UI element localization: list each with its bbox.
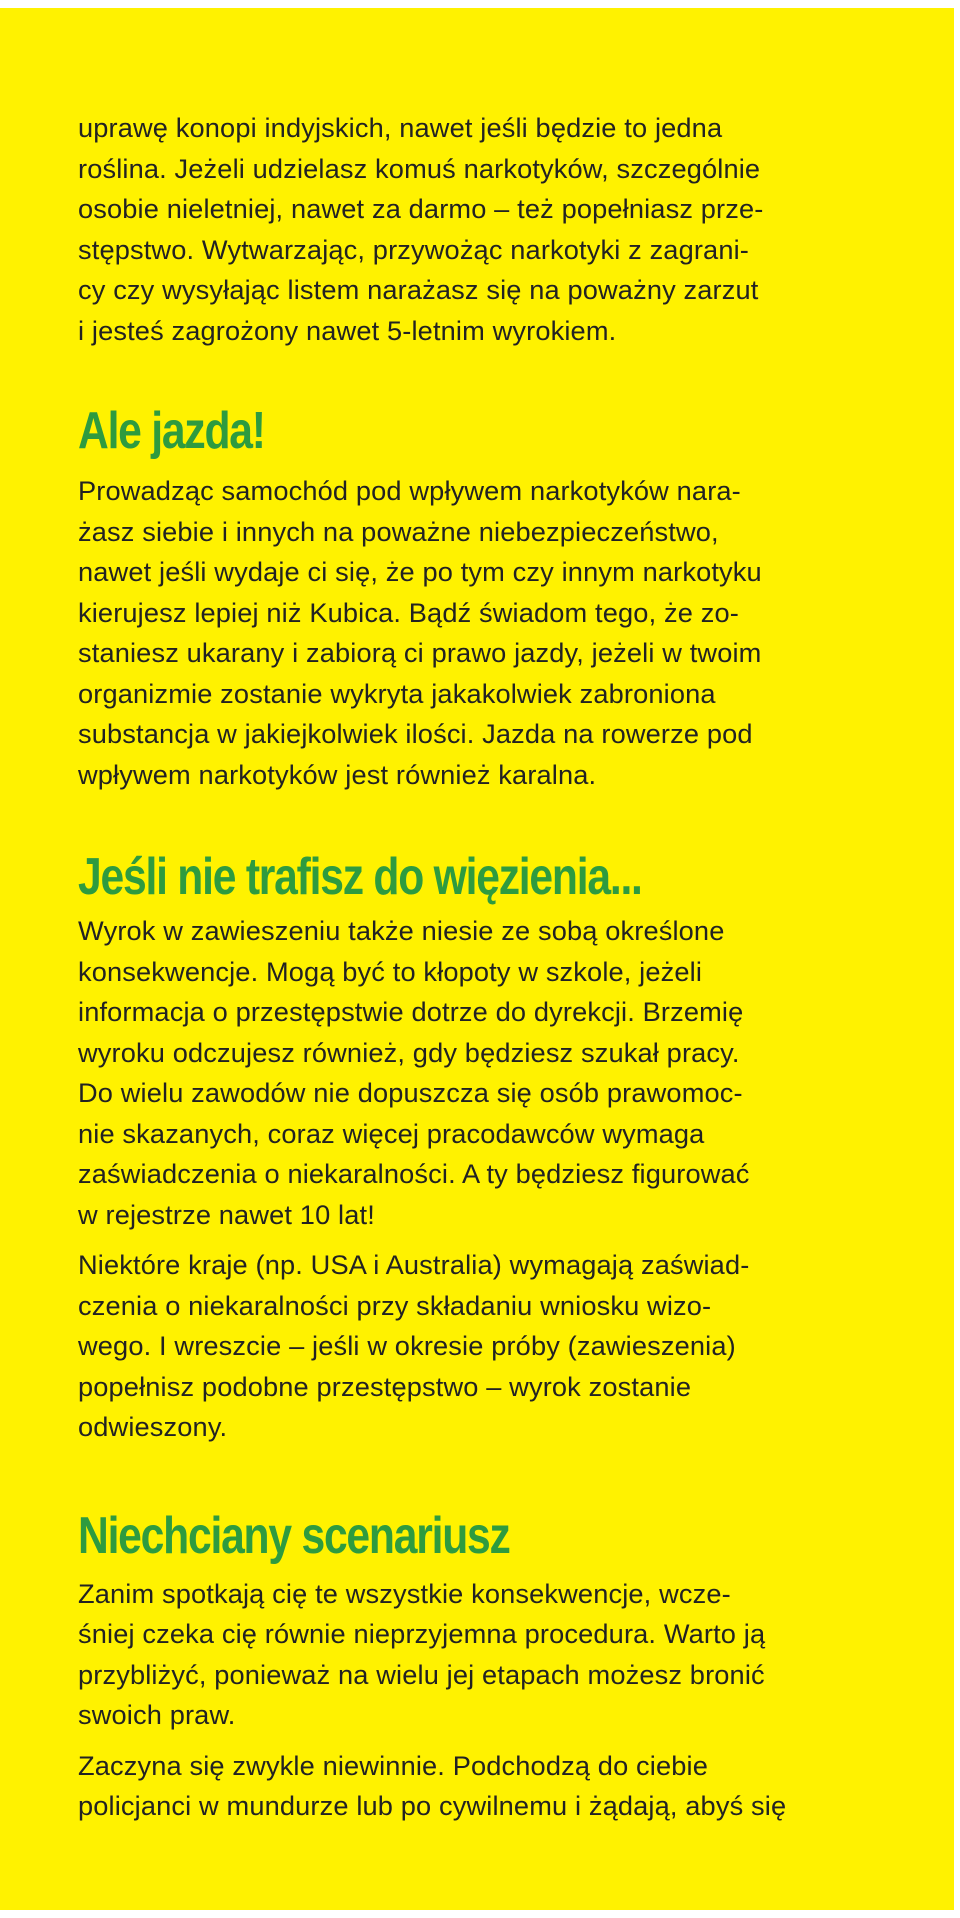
jesli-paragraph-2: Niektóre kraje (np. USA i Australia) wymagają zaświad- czenia o niekaralności przy składaniu wniosku wizo- wego. I wreszcie – jeśli w okresie próby (zawieszenia) popełnisz podobne przestępstwo – wyrok zostanie odwieszony. xyxy=(78,1249,750,1442)
jesli-paragraph-1: Wyrok w zawieszeniu także niesie ze sobą określone konsekwencje. Mogą być to kłopoty w szkole, jeżeli informacja o przestępstwie dotrze do dyrekcji. Brzemię wyroku odczujesz również, gdy będziesz szukał pracy. Do wielu zawodów nie dopuszcza się osób prawomoc- nie skazanych, coraz więcej pracodawców wymaga zaświadczenia o niekaralności. A ty będziesz figurować w rejestrze nawet 10 lat! xyxy=(78,915,750,1230)
heading-niechciany-scenariusz: Niechciany scenariusz xyxy=(78,1506,510,1565)
niechciany-paragraph-2: Zaczyna się zwykle niewinnie. Podchodzą do ciebie policjanci w mundurze lub po cywilnemu i żądają, abyś się xyxy=(78,1749,787,1821)
intro-paragraph: uprawę konopi indyjskich, nawet jeśli będzie to jedna roślina. Jeżeli udzielasz komuś narkotyków, szczególnie osobie nieletniej, nawet za darmo – też popełniasz prze- stępstwo. Wytwarzając, przywożąc narkotyki z zagrani- cy czy wysyłając listem narażasz się na poważny zarzut i jesteś zagrożony nawet 5-letnim wyrokiem. xyxy=(78,112,764,346)
document-content xyxy=(78,108,908,1827)
ale-jazda-paragraph: Prowadząc samochód pod wpływem narkotyków nara- żasz siebie i innych na poważne niebezpieczeństwo, nawet jeśli wydaje ci się, że po tym czy innym narkotyku kierujesz lepiej niż Kubica. Bądź świadom tego, że zo- staniesz ukarany i zabiorą ci prawo jazdy, jeżeli w twoim organizmie zostanie wykryta jakakolwiek zabroniona substancja w jakiejkolwiek ilości. Jazda na rowerze pod wpływem narkotyków jest również karalna. xyxy=(78,475,762,790)
heading-ale-jazda: Ale jazda! xyxy=(78,402,265,460)
niechciany-paragraph-1: Zanim spotkają cię te wszystkie konsekwencje, wcze- śniej czeka cię równie nieprzyjemna procedura. Warto ją przybliżyć, ponieważ na wielu jej etapach możesz bronić swoich praw. xyxy=(78,1577,766,1730)
page-background xyxy=(0,8,954,1910)
heading-jesli-nie-trafisz: Jeśli nie trafisz do więzienia... xyxy=(78,848,642,906)
